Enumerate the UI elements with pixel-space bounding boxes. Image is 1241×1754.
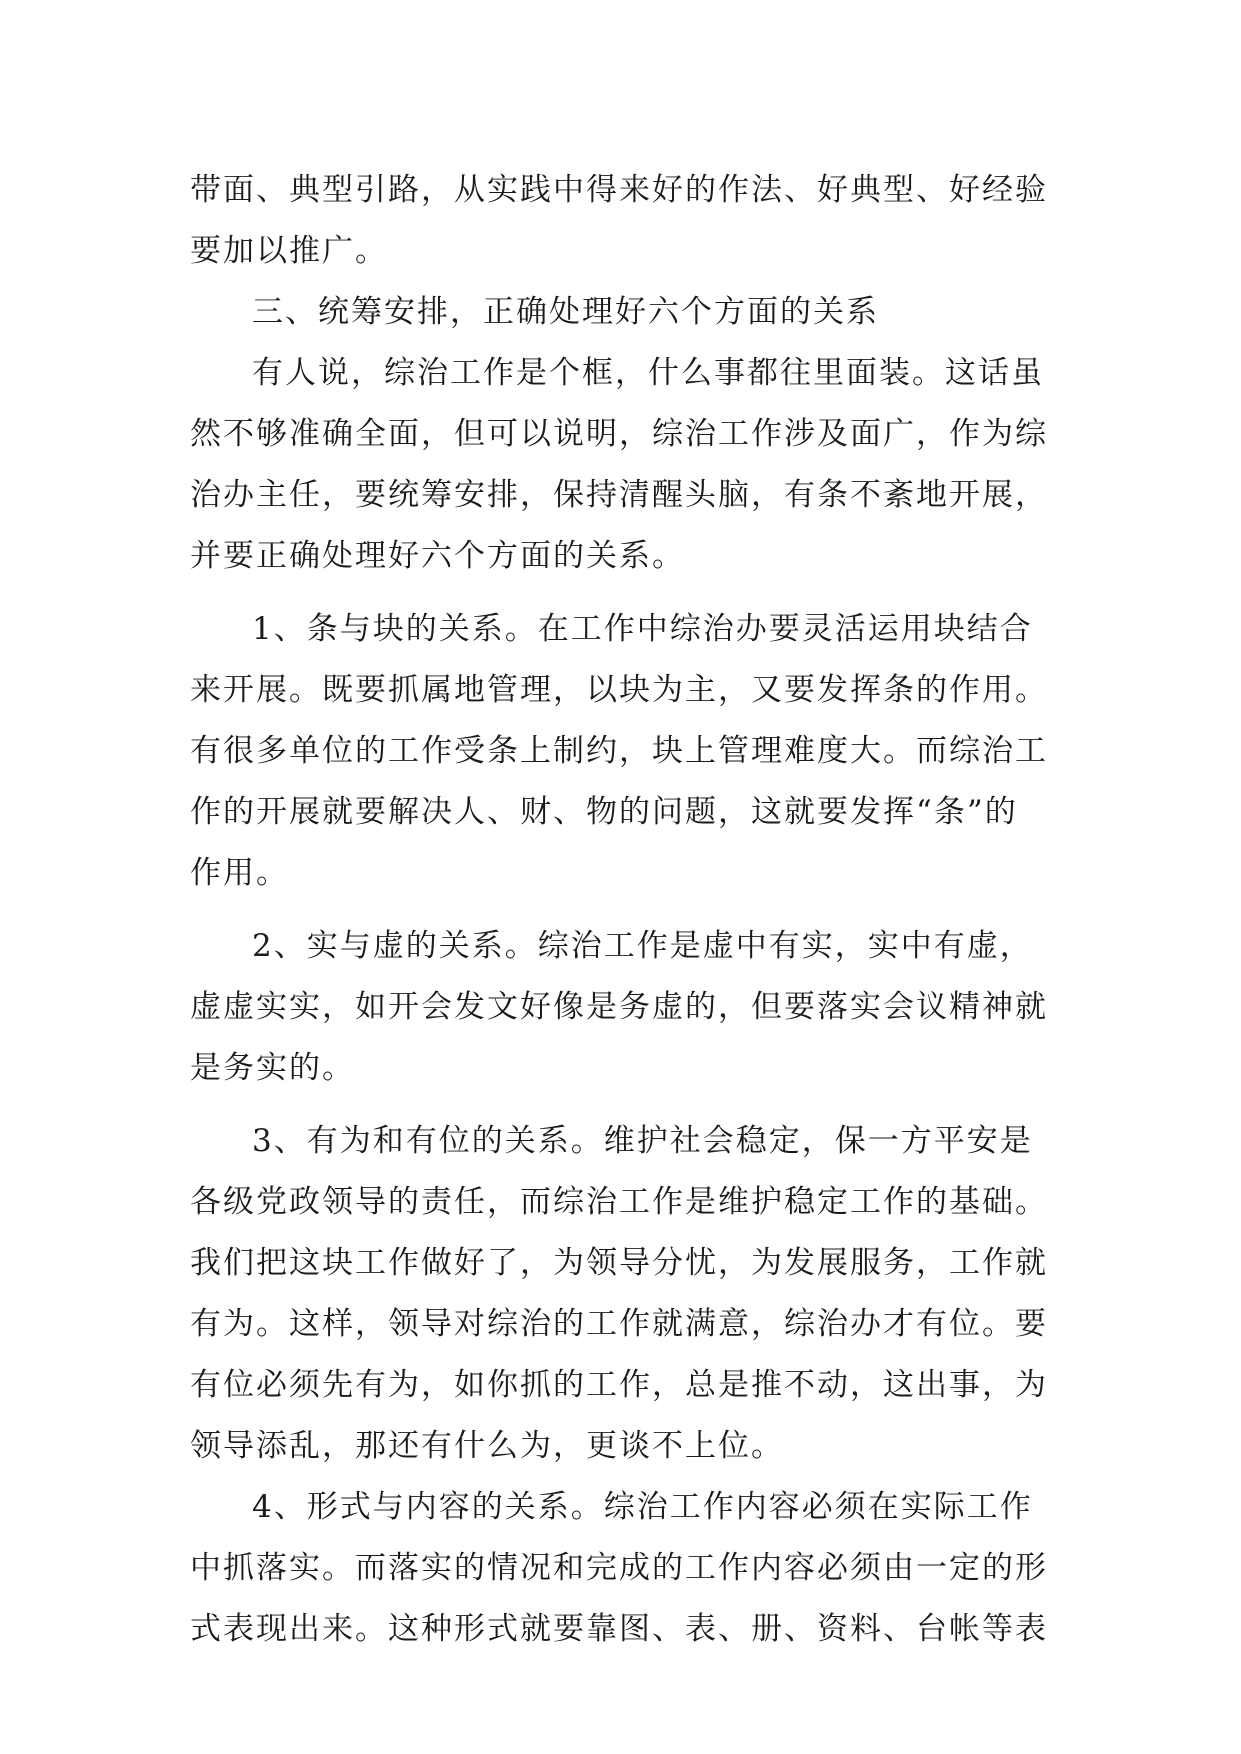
text-line: 虚虚实实，如开会发文好像是务虚的，但要落实会议精神就 [190, 989, 1048, 1025]
text-line: 领导添乱，那还有什么为，更谈不上位。 [190, 1428, 784, 1464]
text-line: 来开展。既要抓属地管理，以块为主，又要发挥条的作用。 [190, 672, 1048, 708]
text-line: 然不够准确全面，但可以说明，综治工作涉及面广，作为综 [190, 416, 1048, 452]
text-line: 有位必须先有为，如你抓的工作，总是推不动，这出事，为 [190, 1367, 1048, 1403]
section-heading: 三、统筹安排，正确处理好六个方面的关系 [252, 294, 879, 330]
text-line: 是务实的。 [190, 1050, 355, 1086]
text-line: 各级党政领导的责任，而综治工作是维护稳定工作的基础。 [190, 1184, 1048, 1220]
text-line: 4、形式与内容的关系。综治工作内容必须在实际工作 [252, 1489, 1033, 1525]
text-line: 要加以推广。 [190, 233, 388, 269]
document-body [190, 160, 1060, 1660]
text-line: 我们把这块工作做好了，为领导分忧，为发展服务，工作就 [190, 1245, 1048, 1281]
text-line: 2、实与虚的关系。综治工作是虚中有实，实中有虚， [252, 928, 1033, 964]
text-line: 带面、典型引路，从实践中得来好的作法、好典型、好经验 [190, 172, 1048, 208]
text-line: 式表现出来。这种形式就要靠图、表、册、资料、台帐等表 [190, 1611, 1048, 1647]
text-line: 有很多单位的工作受条上制约，块上管理难度大。而综治工 [190, 733, 1048, 769]
text-line: 3、有为和有位的关系。维护社会稳定，保一方平安是 [252, 1123, 1033, 1159]
text-line: 中抓落实。而落实的情况和完成的工作内容必须由一定的形 [190, 1550, 1048, 1586]
text-line: 作用。 [190, 855, 289, 891]
text-line: 1、条与块的关系。在工作中综治办要灵活运用块结合 [252, 611, 1033, 647]
text-line: 治办主任，要统筹安排，保持清醒头脑，有条不紊地开展， [190, 477, 1048, 513]
text-line: 并要正确处理好六个方面的关系。 [190, 538, 685, 574]
text-line: 有人说，综治工作是个框，什么事都往里面装。这话虽 [252, 355, 1044, 391]
text-line: 作的开展就要解决人、财、物的问题，这就要发挥“条”的 [190, 794, 1018, 830]
text-line: 有为。这样，领导对综治的工作就满意，综治办才有位。要 [190, 1306, 1048, 1342]
